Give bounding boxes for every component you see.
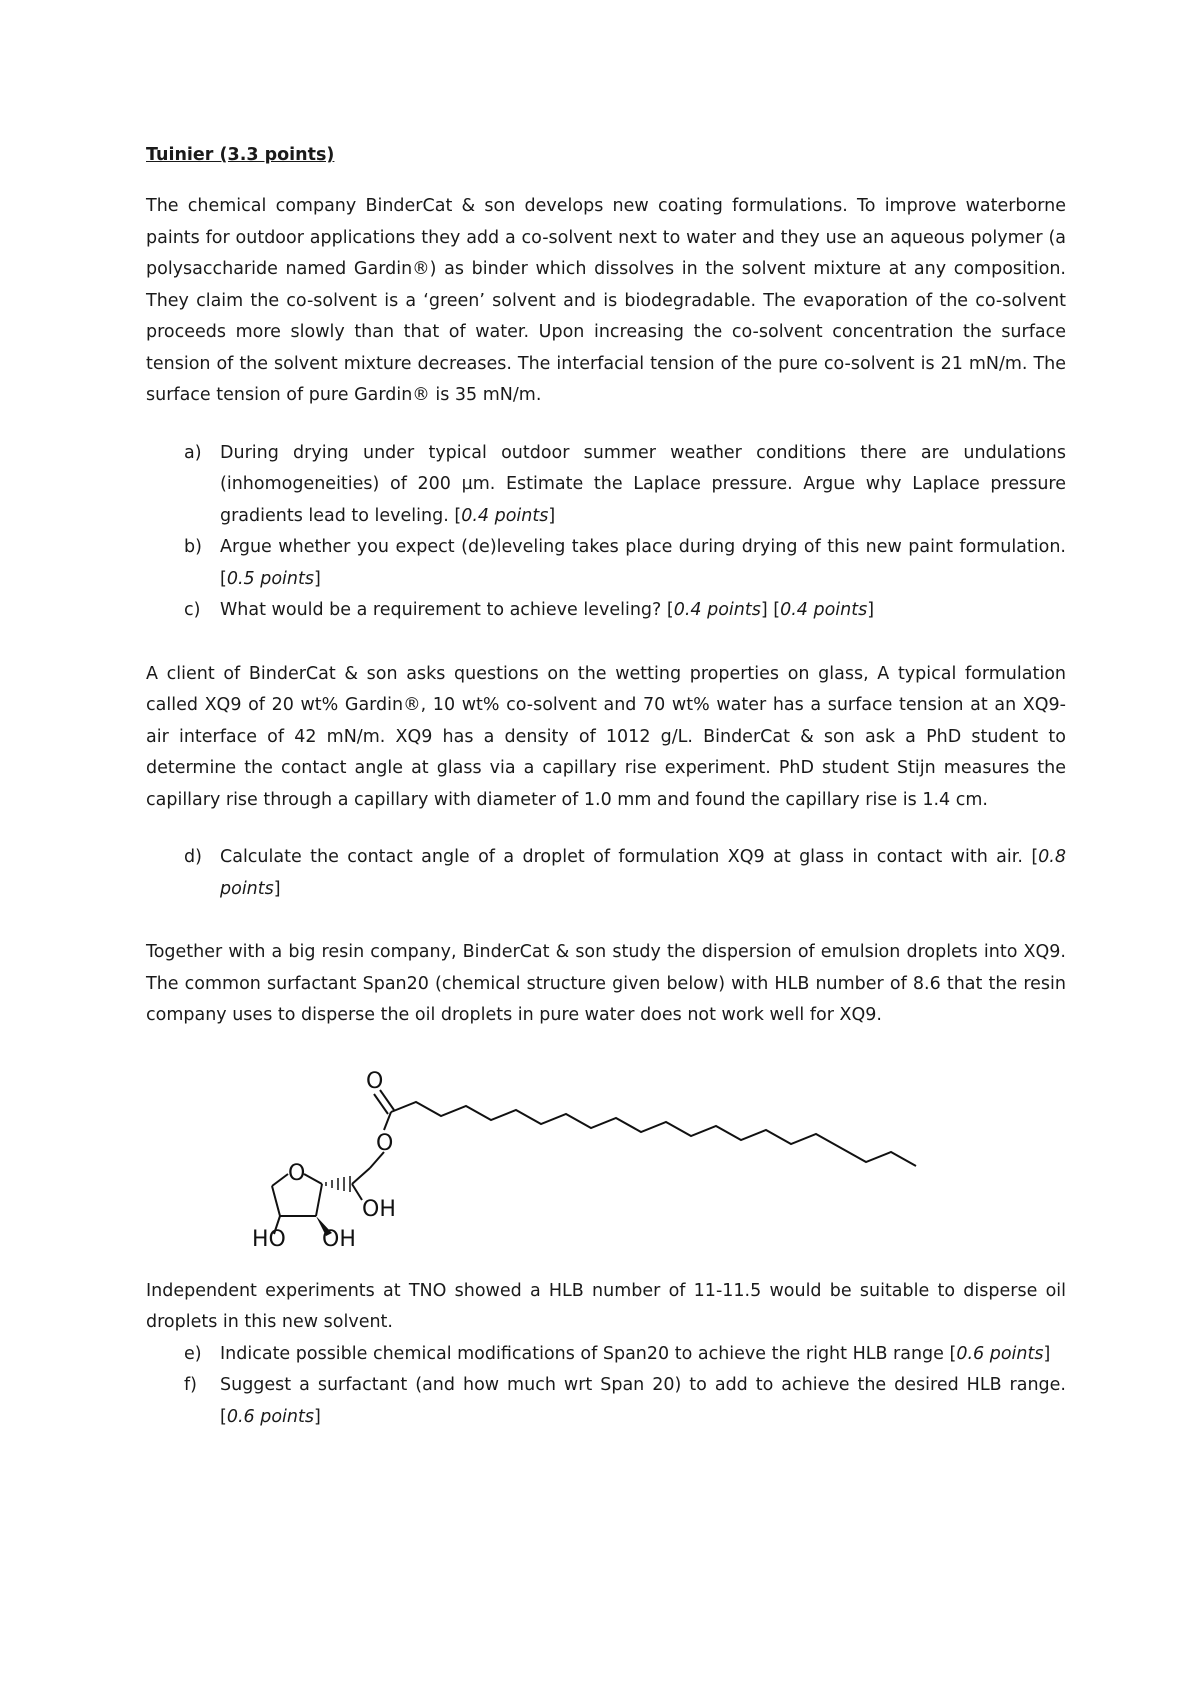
question-label: f) [184, 1375, 197, 1395]
document-page [146, 140, 1066, 1433]
question-label: c) [184, 600, 201, 620]
paragraph-wetting: A client of BinderCat & son asks questions on the wetting properties on glass, A typical formulation called XQ9 of 20 wt% Gardin®, 10 wt% co-solvent and 70 wt% water has a surface tension at an XQ9-air interface of 42 mN/m. XQ9 has a density of 1012 g/L. BinderCat & son ask a PhD student to determine the contact angle at glass via a capillary rise experiment. PhD student Stijn measures the capillary rise through a capillary with diameter of 1.0 mm and found the capillary rise is 1.4 cm. [146, 663, 1066, 810]
bracket-close: ] [548, 505, 556, 526]
bracket-close: ] [867, 600, 875, 620]
question-label: e) [184, 1343, 202, 1364]
intro-paragraph: The chemical company BinderCat & son develops new coating formulations. To improve waterborne paints for outdoor applications they add a co-solvent next to water and they use an aqueous polymer (a polysaccharide named Gardin®) as binder which dissolves in the solvent mixture at any composition. They claim the co-solvent is a ‘green’ solvent and is biodegradable. The evaporation of the co-solvent proceeds more slowly than that of water. Upon increasing the co-solvent concentration the surface tension of the solvent mixture decreases. The interfacial tension of the pure co-solvent is 21 mN/m. The surface tension of pure Gardin® is 35 mN/m. [146, 196, 1066, 405]
question-a [146, 438, 1066, 533]
question-b [146, 532, 1066, 595]
question-text: What would be a requirement to achieve leveling? [ [220, 600, 674, 620]
points-value: 0.4 points [461, 505, 549, 526]
atom-o-carbonyl: O [366, 1068, 384, 1094]
bracket-close: ] [273, 878, 281, 899]
span20-structure-diagram [252, 1050, 986, 1252]
bracket-mid: ] [ [760, 600, 781, 620]
points-value-2: 0.4 points [780, 600, 868, 620]
atom-o-ester: O [376, 1130, 394, 1156]
question-label: d) [184, 847, 202, 867]
atom-oh-ring: OH [322, 1226, 356, 1252]
question-d [146, 842, 1066, 905]
bracket-close: ] [313, 1406, 321, 1427]
points-value: 0.5 points [226, 568, 314, 589]
section-title: Tuinier (3.3 points) [146, 145, 335, 165]
question-label: b) [184, 537, 202, 557]
question-list-d [146, 842, 1066, 905]
paragraph-dispersion: Together with a big resin company, BinderCat & son study the dispersion of emulsion droplets into XQ9. The common surfactant Span20 (chemical structure given below) with HLB number of 8.6 that the resin company uses to disperse the oil droplets in pure water does not work well for XQ9. [146, 942, 1066, 1025]
points-value: 0.6 points [956, 1343, 1044, 1364]
bracket-close: ] [1043, 1343, 1051, 1364]
question-e [146, 1339, 1066, 1371]
question-text: During drying under typical outdoor summer weather conditions there are undulations (inhomogeneities) of 200 µm. Estimate the Laplace pressure. Argue why Laplace pressure gradients lead to leveling. [ [220, 442, 1066, 526]
question-list-abc [146, 438, 1066, 627]
question-text: Argue whether you expect (de)leveling takes place during drying of this new paint formulation. [ [220, 537, 1066, 589]
points-value: 0.6 points [226, 1406, 314, 1427]
question-text: Calculate the contact angle of a droplet of formulation XQ9 at glass in contact with air. [ [220, 847, 1039, 867]
question-text: Indicate possible chemical modifications of Span20 to achieve the right HLB range [ [220, 1343, 957, 1364]
hashed-bond [326, 1176, 350, 1192]
question-text: Suggest a surfactant (and how much wrt Span 20) to add to achieve the desired HLB range. [ [220, 1375, 1066, 1427]
question-list-ef [146, 1339, 1066, 1434]
atom-o-ring: O [288, 1160, 306, 1186]
paragraph-tno: Independent experiments at TNO showed a HLB number of 11-11.5 would be suitable to disperse oil droplets in this new solvent. [146, 1280, 1066, 1332]
question-f [146, 1370, 1066, 1433]
atom-ho: HO [252, 1226, 286, 1252]
question-label: a) [184, 442, 202, 463]
atom-oh-side: OH [362, 1196, 396, 1222]
bracket-close: ] [313, 568, 321, 589]
points-value: 0.4 points [673, 600, 761, 620]
question-c [146, 595, 1066, 627]
points-value: 0.8 points [220, 847, 1066, 899]
